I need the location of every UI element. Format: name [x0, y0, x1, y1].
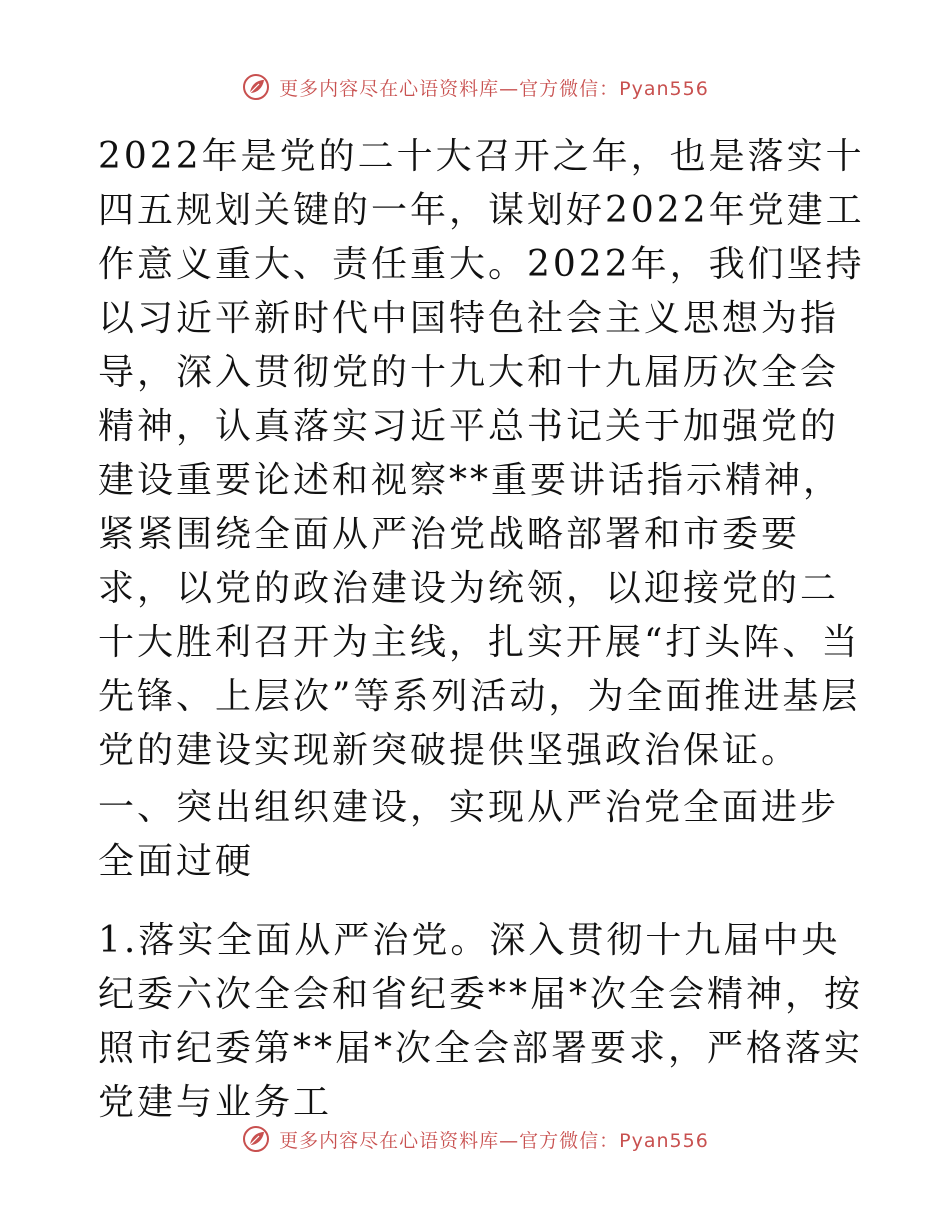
leaf-logo-icon — [241, 72, 271, 102]
watermark-text: 更多内容尽在心语资料库—官方微信：Pyan556 — [279, 77, 709, 100]
section-heading: 一、突出组织建设，实现从严治党全面进步全面过硬 — [98, 787, 840, 882]
leaf-logo-icon — [241, 1124, 271, 1154]
body-paragraph: 2022年是党的二十大召开之年，也是落实十四五规划关键的一年，谋划好2022年党建工作意义重大、责任重大。2022年，我们坚持以习近平新时代中国特色社会主义思想为指导，深入贯彻党的十九大和十九届历次全会精神，认真落实习近平总书记关于加强党的建设重要论述和视察**重要讲话指示精神，紧紧围绕全面从严治党战略部署和市委要求，以党的政治建设为统领，以迎接党的二十大胜利召开为主线，扎实开展“打头阵、当先锋、上层次”等系列活动，为全面推进基层党的建设实现新突破提供坚强政治保证。 — [98, 136, 865, 771]
body-paragraph: 1.落实全面从严治党。深入贯彻十九届中央纪委六次全会和省纪委**届*次全会精神，按照市纪委第**届*次全会部署要求，严格落实党建与业务工 — [98, 920, 864, 1123]
footer-watermark — [0, 1124, 950, 1154]
header-watermark — [0, 72, 950, 102]
watermark-text: 更多内容尽在心语资料库—官方微信：Pyan556 — [279, 1129, 709, 1152]
